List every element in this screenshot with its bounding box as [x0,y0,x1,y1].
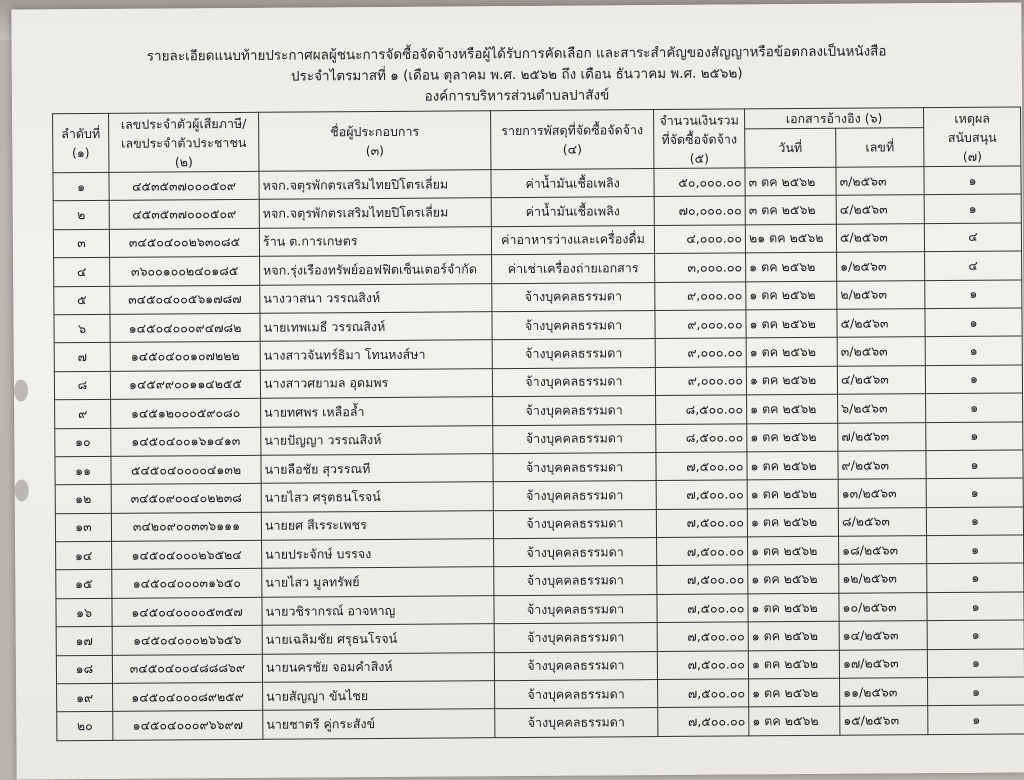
cell-no: ๒ [53,201,109,230]
cell-item: จ้างบุคคลธรรมดา [493,424,656,454]
cell-amount: ๙,๐๐๐.๐๐ [655,367,746,396]
cell-taxid: ๑๔๕๐๔๐๐๐๒๖๕๒๔ [112,540,262,569]
cell-no: ๑๑ [55,456,111,485]
table-row [57,705,1024,740]
cell-no: ๖ [54,314,110,343]
header-no: ลำดับที่ (๑) [53,113,109,172]
cell-taxid: ๑๔๕๐๔๐๐๐๐๕๓๕๗ [112,597,262,626]
cell-item: จ้างบุคคลธรรมดา [492,311,655,341]
cell-taxid: ๕๔๕๐๔๐๐๐๐๔๑๓๒ [111,455,261,484]
cell-name: นายประจักษ์ บรรจง [262,539,494,569]
cell-reason: ๑ [925,308,1022,337]
cell-name: นายทศพร เหลือล้ำ [261,397,493,427]
cell-item: จ้างบุคคลธรรมดา [494,651,657,681]
cell-ref-no: ๖/๒๕๖๓ [838,394,926,423]
cell-item: จ้างบุคคลธรรมดา [493,396,656,426]
cell-no: ๑๗ [56,627,112,656]
cell-reason: ๑ [926,450,1023,479]
cell-date: ๑ ตค ๒๕๖๒ [748,650,839,679]
header-taxid: เลขประจำตัวผู้เสียภาษี/ เลขประจำตัวประชาชน (๒) [109,112,259,172]
cell-taxid: ๓๔๕๐๔๐๐๔๘๘๘๖๙ [112,654,262,683]
cell-item: จ้างบุคคลธรรมดา [493,509,656,539]
cell-taxid: ๑๔๕๐๔๐๐๐๒๖๖๕๖ [112,626,262,655]
cell-item: จ้างบุคคลธรรมดา [492,367,655,397]
cell-amount: ๔,๐๐๐.๐๐ [654,225,745,254]
title-line-2: ประจำไตรมาสที่ ๑ (เดือน ตุลาคม พ.ศ. ๒๕๖๒ ถึง เดือน ธันวาคม พ.ศ. ๒๕๖๒) [290,65,743,85]
document-sheet [11,2,1024,779]
header-amount: จำนวนเงินรวม ที่จัดซื้อจัดจ้าง (๕) [654,109,745,169]
cell-amount: ๗,๕๐๐.๐๐ [656,480,747,509]
cell-name: นายยศ สีเรระเพชร [261,510,493,540]
cell-name: นางสาวจันทร์ธิมา โทนหงส์ษา [260,340,492,370]
punch-hole [15,479,29,501]
cell-taxid: ๓๔๕๐๔๐๐๒๖๓๐๘๕ [109,228,259,257]
cell-ref-no: ๑๓/๒๕๖๓ [838,479,926,508]
cell-name: นางสาวศยามล อุดมพร [260,368,492,398]
cell-amount: ๗,๕๐๐.๐๐ [657,651,748,680]
cell-date: ๑ ตค ๒๕๖๒ [747,480,838,509]
cell-amount: ๙,๐๐๐.๐๐ [655,310,746,339]
cell-amount: ๗,๕๐๐.๐๐ [658,707,749,736]
cell-taxid: ๔๕๓๕๓๗๐๐๐๕๐๙ [109,171,259,200]
cell-ref-no: ๙/๒๕๖๓ [838,451,926,480]
cell-name: นายไสว ศรุตธนโรจน์ [261,482,493,512]
cell-name: นายชาตรี คู่กระสังข์ [263,709,495,739]
cell-amount: ๙,๐๐๐.๐๐ [655,281,746,310]
cell-ref-no: ๔/๒๕๖๓ [837,365,925,394]
cell-taxid: ๓๔๕๐๔๐๐๕๖๑๗๘๗ [110,285,260,314]
cell-no: ๗ [54,343,110,372]
cell-item: ค่าเช่าเครื่องถ่ายเอกสาร [492,254,655,284]
cell-taxid: ๑๔๕๐๔๐๐๑๖๑๔๑๓ [111,427,261,456]
cell-reason: ๑ [927,563,1024,592]
cell-taxid: ๑๔๕๑๒๐๐๐๕๙๐๘๐ [111,398,261,427]
cell-taxid: ๑๔๕๐๔๐๐๐๙๔๗๘๒ [110,313,260,342]
cell-name: หจก.รุ่งเรืองทรัพย์ออฟฟิตเซ็นเตอร์จำกัด [260,255,492,285]
cell-no: ๑๘ [56,655,112,684]
cell-item: จ้างบุคคลธรรมดา [492,339,655,369]
cell-amount: ๗,๕๐๐.๐๐ [657,565,748,594]
cell-amount: ๘,๕๐๐.๐๐ [656,423,747,452]
cell-reason: ๑ [924,194,1021,223]
cell-ref-no: ๓/๒๕๖๓ [836,167,924,196]
cell-item: ค่าน้ำมันเชื้อเพลิง [491,169,654,199]
cell-reason: ๑ [925,336,1022,365]
header-ref-no: เลขที่ [836,128,924,168]
cell-name: นายปัญญา วรรณสิงห์ [261,425,493,455]
cell-date: ๑ ตค ๒๕๖๒ [746,309,837,338]
cell-date: ๑ ตค ๒๕๖๒ [746,366,837,395]
cell-no: ๑๔ [56,541,112,570]
cell-item: ค่าน้ำมันเชื้อเพลิง [491,197,654,227]
cell-reason: ๑ [926,478,1023,507]
cell-taxid: ๓๔๕๐๙๐๐๔๐๒๒๓๘ [111,484,261,513]
cell-name: นายลือชัย สุวรรณที [261,454,493,484]
cell-taxid: ๓๖๐๐๑๐๐๒๔๐๑๘๕ [110,256,260,285]
cell-reason: ๑ [927,535,1024,564]
cell-reason: ๑ [924,166,1021,195]
cell-reason: ๑ [926,421,1023,450]
cell-no: ๑๖ [56,598,112,627]
cell-date: ๑ ตค ๒๕๖๒ [747,451,838,480]
cell-name: นายเฉลิมชัย ศรุธนโรจน์ [262,624,494,654]
cell-no: ๔ [54,258,110,287]
cell-date: ๓ ตค ๒๕๖๒ [745,167,836,196]
cell-ref-no: ๑๗/๒๕๖๓ [839,649,927,678]
cell-name: นายสัญญา ขันไชย [263,681,495,711]
cell-taxid: ๑๔๕๙๙๐๐๑๑๔๒๕๕ [110,370,260,399]
cell-item: จ้างบุคคลธรรมดา [495,708,658,738]
cell-taxid: ๔๕๓๕๓๗๐๐๐๕๐๙ [109,200,259,229]
cell-reason: ๑ [926,507,1023,536]
cell-no: ๑๓ [55,513,111,542]
cell-item: จ้างบุคคลธรรมดา [494,566,657,596]
cell-reason: ๑ [927,592,1024,621]
cell-ref-no: ๑๔/๒๕๖๓ [839,621,927,650]
punch-hole [14,379,28,401]
cell-reason: ๑ [925,365,1022,394]
cell-name: นายเทพเมธี วรรณสิงห์ [260,312,492,342]
cell-item: จ้างบุคคลธรรมดา [493,452,656,482]
cell-item: จ้างบุคคลธรรมดา [494,538,657,568]
cell-reason: ๔ [925,251,1022,280]
cell-taxid: ๑๔๕๐๔๐๐๐๘๙๒๕๙ [113,682,263,711]
header-name: ชื่อผู้ประกอบการ (๓) [259,111,491,172]
cell-name: นายนครชัย จอมคำสิงห์ [262,652,494,682]
cell-item: จ้างบุคคลธรรมดา [493,481,656,511]
header-ref-date: วันที่ [745,128,836,168]
cell-no: ๓ [53,229,109,258]
procurement-table [52,106,1024,741]
cell-date: ๑ ตค ๒๕๖๒ [747,508,838,537]
cell-amount: ๗,๕๐๐.๐๐ [657,622,748,651]
cell-date: ๑ ตค ๒๕๖๒ [748,536,839,565]
cell-ref-no: ๗/๒๕๖๓ [838,422,926,451]
cell-amount: ๗,๕๐๐.๐๐ [657,594,748,623]
cell-date: ๑ ตค ๒๕๖๒ [746,338,837,367]
cell-no: ๙ [55,399,111,428]
cell-no: ๘ [54,371,110,400]
cell-ref-no: ๒/๒๕๖๓ [837,280,925,309]
cell-date: ๑ ตค ๒๕๖๒ [746,252,837,281]
cell-name: นางวาสนา วรรณสิงห์ [260,283,492,313]
cell-taxid: ๑๔๕๐๔๐๐๑๐๗๒๒๒ [110,342,260,371]
cell-name: นายวชิรากรณ์ อาจหาญ [262,596,494,626]
cell-ref-no: ๑๒/๒๕๖๓ [839,564,927,593]
document-title [102,41,932,110]
cell-reason: ๑ [927,649,1024,678]
cell-no: ๕ [54,286,110,315]
cell-reason: ๑ [927,620,1024,649]
cell-date: ๑ ตค ๒๕๖๒ [747,423,838,452]
cell-ref-no: ๑๐/๒๕๖๓ [839,593,927,622]
header-ref: เอกสารอ้างอิง (๖) [745,108,924,129]
cell-reason: ๔ [924,223,1021,252]
cell-amount: ๘,๕๐๐.๐๐ [656,395,747,424]
cell-no: ๑๕ [56,570,112,599]
cell-no: ๑ [53,172,109,201]
cell-name: หจก.จตุรพักตรเสริมไทยปิโตรเลี่ยม [259,198,491,228]
cell-date: ๑ ตค ๒๕๖๒ [747,394,838,423]
cell-date: ๑ ตค ๒๕๖๒ [748,622,839,651]
cell-reason: ๑ [926,393,1023,422]
cell-ref-no: ๔/๒๕๖๓ [836,195,924,224]
cell-date: ๑ ตค ๒๕๖๒ [749,707,840,736]
cell-amount: ๙,๐๐๐.๐๐ [655,338,746,367]
cell-item: จ้างบุคคลธรรมดา [492,282,655,312]
cell-name: ร้าน ต.การเกษตร [259,226,491,256]
cell-ref-no: ๑๘/๒๕๖๓ [839,536,927,565]
cell-item: จ้างบุคคลธรรมดา [495,680,658,710]
cell-no: ๒๐ [57,712,113,741]
cell-amount: ๕๐,๐๐๐.๐๐ [654,168,745,197]
cell-amount: ๗,๕๐๐.๐๐ [656,509,747,538]
cell-date: ๑ ตค ๒๕๖๒ [746,281,837,310]
cell-taxid: ๑๔๕๐๔๐๐๐๓๑๖๕๐ [112,569,262,598]
cell-reason: ๑ [928,677,1024,706]
cell-reason: ๑ [928,705,1024,734]
cell-date: ๑ ตค ๒๕๖๒ [748,565,839,594]
cell-taxid: ๑๔๕๐๔๐๐๐๙๖๖๙๗ [113,711,263,740]
cell-ref-no: ๘/๒๕๖๓ [838,507,926,536]
cell-reason: ๑ [925,280,1022,309]
cell-date: ๓ ตค ๒๕๖๒ [745,196,836,225]
cell-no: ๑๒ [55,485,111,514]
cell-ref-no: ๕/๒๕๖๓ [837,309,925,338]
cell-amount: ๓,๐๐๐.๐๐ [655,253,746,282]
cell-item: จ้างบุคคลธรรมดา [494,594,657,624]
cell-ref-no: ๑๕/๒๕๖๓ [840,706,928,735]
cell-no: ๑๐ [55,428,111,457]
cell-ref-no: ๑/๒๕๖๓ [837,252,925,281]
cell-taxid: ๓๔๒๐๙๐๐๓๓๖๑๑๑ [111,512,261,541]
header-item: รายการพัสดุที่จัดซื้อจัดจ้าง (๔) [491,110,654,170]
cell-item: ค่าอาหารว่างและเครื่องดื่ม [491,225,654,255]
title-line-1: รายละเอียดแนบท้ายประกาศผลผู้ชนะการจัดซื้อจัดจ้างหรือผู้ได้รับการคัดเลือก และสาระสำคัญของสัญญาหรือข้อตกลงเป็นหนังสือ [146,43,887,65]
cell-date: ๑ ตค ๒๕๖๒ [748,593,839,622]
header-reason: เหตุผล สนับสนุน (๗) [924,107,1021,167]
cell-name: หจก.จตุรพักตรเสริมไทยปิโตรเลี่ยม [259,170,491,200]
cell-amount: ๗๐,๐๐๐.๐๐ [654,196,745,225]
cell-name: นายไสว มูลทรัพย์ [262,567,494,597]
cell-ref-no: ๑๑/๒๕๖๓ [840,678,928,707]
cell-amount: ๗,๕๐๐.๐๐ [658,679,749,708]
cell-ref-no: ๓/๒๕๖๓ [837,337,925,366]
cell-date: ๑ ตค ๒๕๖๒ [749,678,840,707]
title-line-3: องค์การบริหารส่วนตำบลปาสังข์ [424,87,610,105]
cell-no: ๑๙ [57,683,113,712]
cell-amount: ๗,๕๐๐.๐๐ [656,452,747,481]
cell-amount: ๗,๕๐๐.๐๐ [657,537,748,566]
cell-ref-no: ๕/๒๕๖๓ [836,223,924,252]
cell-date: ๒๑ ตค ๒๕๖๒ [745,224,836,253]
cell-item: จ้างบุคคลธรรมดา [494,623,657,653]
